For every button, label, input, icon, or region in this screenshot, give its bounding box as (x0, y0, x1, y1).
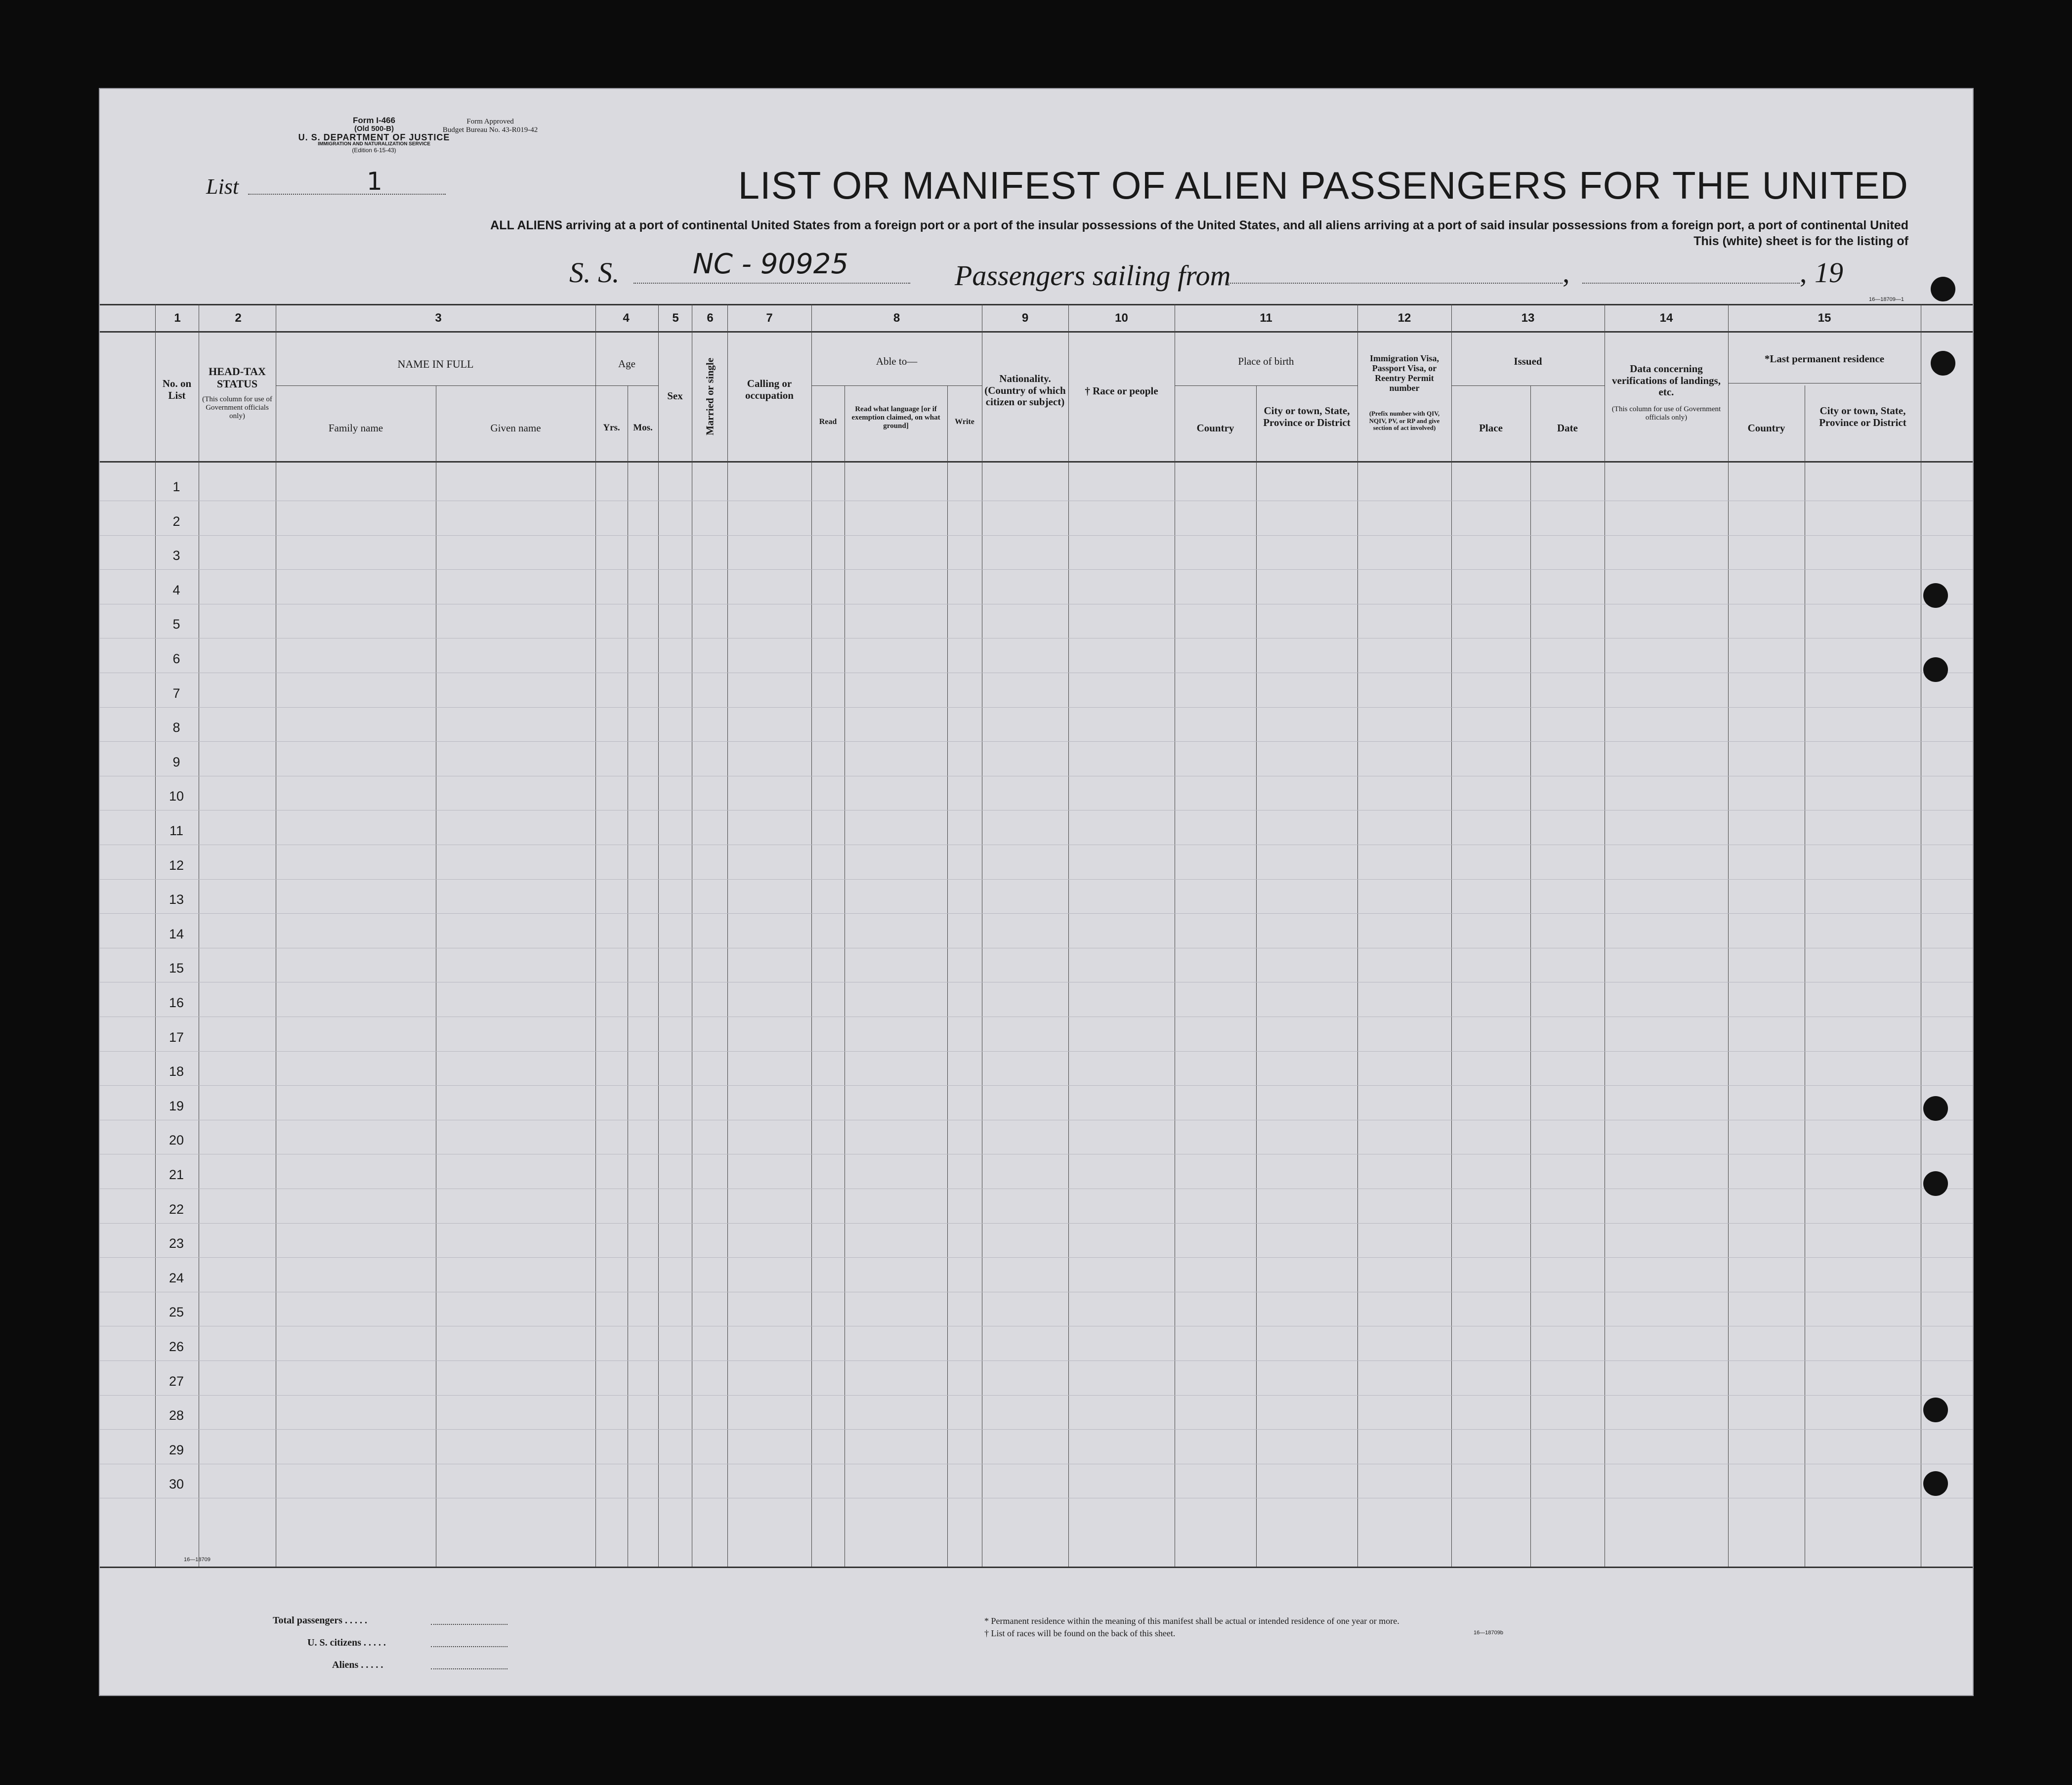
col-num-10: 10 (1115, 311, 1128, 325)
binder-hole (1923, 583, 1948, 608)
header-issued-date: Date (1557, 422, 1578, 434)
row-number: 16 (169, 995, 184, 1010)
subheader-rule (1175, 385, 1357, 386)
row-number: 12 (169, 857, 184, 873)
col-num-12: 12 (1397, 311, 1411, 325)
header-family-name: Family name (328, 422, 383, 434)
page-title: LIST OR MANIFEST OF ALIEN PASSENGERS FOR THE UNITED (738, 164, 1908, 207)
manifest-sheet (99, 88, 1974, 1696)
row-number: 20 (169, 1133, 184, 1148)
header-race: † Race or people (1085, 385, 1158, 397)
header-bottom-rule (100, 461, 1973, 463)
print-code: 16—18709—1 (1869, 297, 1904, 302)
row-number: 1 (172, 479, 180, 494)
column-number-rule (100, 331, 1973, 333)
table-row[interactable] (100, 1395, 1973, 1396)
leader-dots: . . . . . (344, 1615, 367, 1626)
footnote-races: † List of races will be found on the back of this sheet. (984, 1628, 1176, 1638)
header-able-to: Able to— (876, 355, 918, 367)
row-number: 23 (169, 1236, 184, 1251)
col-num-1: 1 (174, 311, 181, 325)
table-row[interactable] (100, 1051, 1973, 1052)
table-top-rule (100, 304, 1973, 305)
col-num-11: 11 (1260, 311, 1272, 325)
sailing-port-field[interactable] (1226, 283, 1563, 284)
total-passengers-field[interactable] (431, 1624, 507, 1625)
col-rule (1530, 385, 1531, 1567)
comma: , (1563, 256, 1570, 289)
table-bottom-rule (100, 1567, 1973, 1568)
sailing-date-field[interactable] (1582, 283, 1800, 284)
header-head-tax: HEAD-TAX STATUS (209, 365, 266, 390)
header-write: Write (955, 418, 974, 426)
table-row[interactable] (100, 1085, 1973, 1086)
header-residence-country: Country (1747, 422, 1785, 434)
form-approved (416, 118, 564, 135)
row-number: 17 (169, 1029, 184, 1045)
row-number: 7 (172, 685, 180, 701)
header-no-on-list: No. on List (162, 378, 192, 401)
row-number: 13 (169, 892, 184, 907)
row-number: 25 (169, 1305, 184, 1320)
col-rule (1728, 304, 1729, 1567)
row-number: 11 (169, 823, 184, 838)
sailing-from-label: Passengers sailing from (955, 259, 1231, 292)
row-number: 30 (169, 1477, 184, 1492)
col-num-5: 5 (672, 311, 679, 325)
footer-code: 16—18709b (1474, 1630, 1503, 1636)
approved-line: Form Approved (466, 118, 514, 126)
col-num-13: 13 (1521, 311, 1535, 325)
header-residence-city: City or town, State, Province or District (1819, 405, 1906, 428)
row-number: 21 (169, 1167, 184, 1182)
col-rule (811, 304, 812, 1567)
subheader-rule (1451, 385, 1605, 386)
table-row[interactable] (100, 879, 1973, 880)
binder-hole (1923, 1471, 1948, 1496)
service-name: IMMIGRATION AND NATURALIZATION SERVICE (318, 141, 430, 147)
footnote-residence: * Permanent residence within the meaning of this manifest shall be actual or intended residence of one year or more. (984, 1616, 1399, 1626)
header-yrs: Yrs. (603, 423, 620, 433)
table-row[interactable] (100, 707, 1973, 708)
header-birth-city: City or town, State, Province or District (1263, 405, 1351, 428)
year-prefix: 19 (1815, 256, 1843, 289)
us-citizens-label (307, 1637, 386, 1649)
table-code: 16—18709 (184, 1557, 211, 1563)
ss-label: S. S. (569, 256, 620, 289)
col-num-15: 15 (1818, 311, 1831, 325)
list-number-field[interactable] (248, 194, 446, 195)
instructions-line: ALL ALIENS arriving at a port of continental United States from a foreign port or a port of the insular possessions of the United States, and all aliens arriving at a port of said insular possessions from a foreign port, a port of continental United (490, 218, 1908, 232)
header-nationality: Nationality. (Country of which citizen or subject) (984, 373, 1066, 408)
col-num-7: 7 (766, 311, 773, 325)
total-passengers-label (273, 1615, 367, 1626)
header-head-tax-note: (This column for use of Government officials only) (202, 395, 272, 420)
col-rule (1068, 304, 1069, 1567)
col-rule (947, 385, 948, 1567)
row-number: 19 (169, 1098, 184, 1113)
col-num-9: 9 (1021, 311, 1029, 325)
vessel-field[interactable] (634, 283, 910, 284)
header-sex: Sex (667, 390, 683, 402)
col-rule (727, 304, 728, 1567)
leader-dots: . . . . . (361, 1659, 383, 1670)
table-row[interactable] (100, 1223, 1973, 1224)
us-citizens-field[interactable] (431, 1646, 507, 1647)
list-number: 1 (367, 167, 382, 196)
header-given-name: Given name (490, 422, 541, 434)
row-number: 29 (169, 1442, 184, 1457)
table-row[interactable] (100, 1257, 1973, 1258)
col-num-4: 4 (623, 311, 630, 325)
table-row[interactable] (100, 1429, 1973, 1430)
comma: , (1800, 256, 1807, 289)
header-read: Read (819, 418, 837, 426)
form-number: Form I-466 (353, 116, 395, 125)
row-number: 5 (172, 617, 180, 632)
header-immigration-visa: Immigration Visa, Passport Visa, or Reentry Permit number (1369, 353, 1439, 393)
header-mos: Mos. (633, 423, 653, 433)
row-number: 8 (172, 720, 180, 735)
row-number: 3 (172, 548, 180, 563)
row-number: 4 (172, 582, 180, 597)
binder-hole (1931, 351, 1955, 376)
budget-bureau-line: Budget Bureau No. 43-R019-42 (442, 126, 538, 134)
header-issued-place: Place (1479, 422, 1503, 434)
instructions-line-2: This (white) sheet is for the listing of (1693, 234, 1908, 248)
department-name: U. S. DEPARTMENT OF JUSTICE (298, 132, 450, 142)
aliens-label (332, 1659, 383, 1671)
header-place-of-birth: Place of birth (1238, 355, 1294, 367)
header-data-note: (This column for use of Government officials only) (1611, 405, 1721, 422)
table-row[interactable] (100, 913, 1973, 914)
col-rule (1256, 385, 1257, 1567)
row-number: 18 (169, 1064, 184, 1079)
subheader-rule (595, 385, 658, 386)
binder-hole (1931, 277, 1955, 301)
list-label: List (206, 174, 239, 199)
row-number: 27 (169, 1373, 184, 1389)
header-read-what: Read what language [or if exemption claimed, on what ground] (851, 405, 940, 430)
col-rule (595, 304, 596, 1567)
binder-hole (1923, 1096, 1948, 1121)
col-num-2: 2 (235, 311, 242, 325)
row-number: 2 (172, 513, 180, 529)
us-citizens-text: U. S. citizens (307, 1637, 361, 1648)
subheader-rule (811, 385, 982, 386)
col-num-6: 6 (707, 311, 714, 325)
aliens-text: Aliens (332, 1659, 359, 1670)
row-number: 24 (169, 1270, 184, 1285)
table-row[interactable] (100, 1360, 1973, 1361)
col-num-8: 8 (893, 311, 900, 325)
header-married: Married or single (704, 357, 716, 436)
row-number: 26 (169, 1339, 184, 1354)
total-passengers-text: Total passengers (273, 1615, 342, 1626)
table-row[interactable] (100, 569, 1973, 570)
header-data-concerning: Data concerning verifications of landings, etc. (1612, 363, 1721, 398)
row-number: 14 (169, 926, 184, 941)
header-last-residence: *Last permanent residence (1764, 353, 1885, 365)
header-age: Age (618, 358, 635, 370)
row-number: 9 (172, 754, 180, 769)
aliens-field[interactable] (431, 1668, 507, 1669)
binder-hole (1923, 657, 1948, 682)
col-rule (1451, 304, 1452, 1567)
col-num-14: 14 (1659, 311, 1673, 325)
header-calling: Calling or occupation (745, 378, 794, 401)
row-number: 15 (169, 961, 184, 976)
row-number: 22 (169, 1201, 184, 1217)
col-num-3: 3 (435, 311, 442, 325)
header-issued: Issued (1514, 355, 1542, 367)
table-row[interactable] (100, 741, 1973, 742)
row-number: 6 (172, 651, 180, 666)
vessel-name: NC - 90925 (693, 248, 848, 280)
row-number: 28 (169, 1408, 184, 1423)
form-old-number: (Old 500-B) (354, 124, 394, 133)
table-row[interactable] (100, 535, 1973, 536)
col-rule (658, 304, 659, 1567)
col-rule (155, 304, 156, 1567)
leader-dots: . . . . . (363, 1637, 386, 1648)
header-name-in-full: NAME IN FULL (397, 358, 474, 370)
binder-hole (1923, 1171, 1948, 1196)
row-number: 10 (169, 789, 184, 804)
binder-hole (1923, 1398, 1948, 1422)
header-visa-note: (Prefix number with QIV, NQIV, PV, or RP and give section of act involved) (1369, 410, 1440, 432)
passenger-table (100, 304, 1973, 1569)
edition: (Edition 6-15-43) (352, 146, 396, 154)
subheader-rule (276, 385, 595, 386)
header-birth-country: Country (1196, 422, 1234, 434)
col-rule (1357, 304, 1358, 1567)
